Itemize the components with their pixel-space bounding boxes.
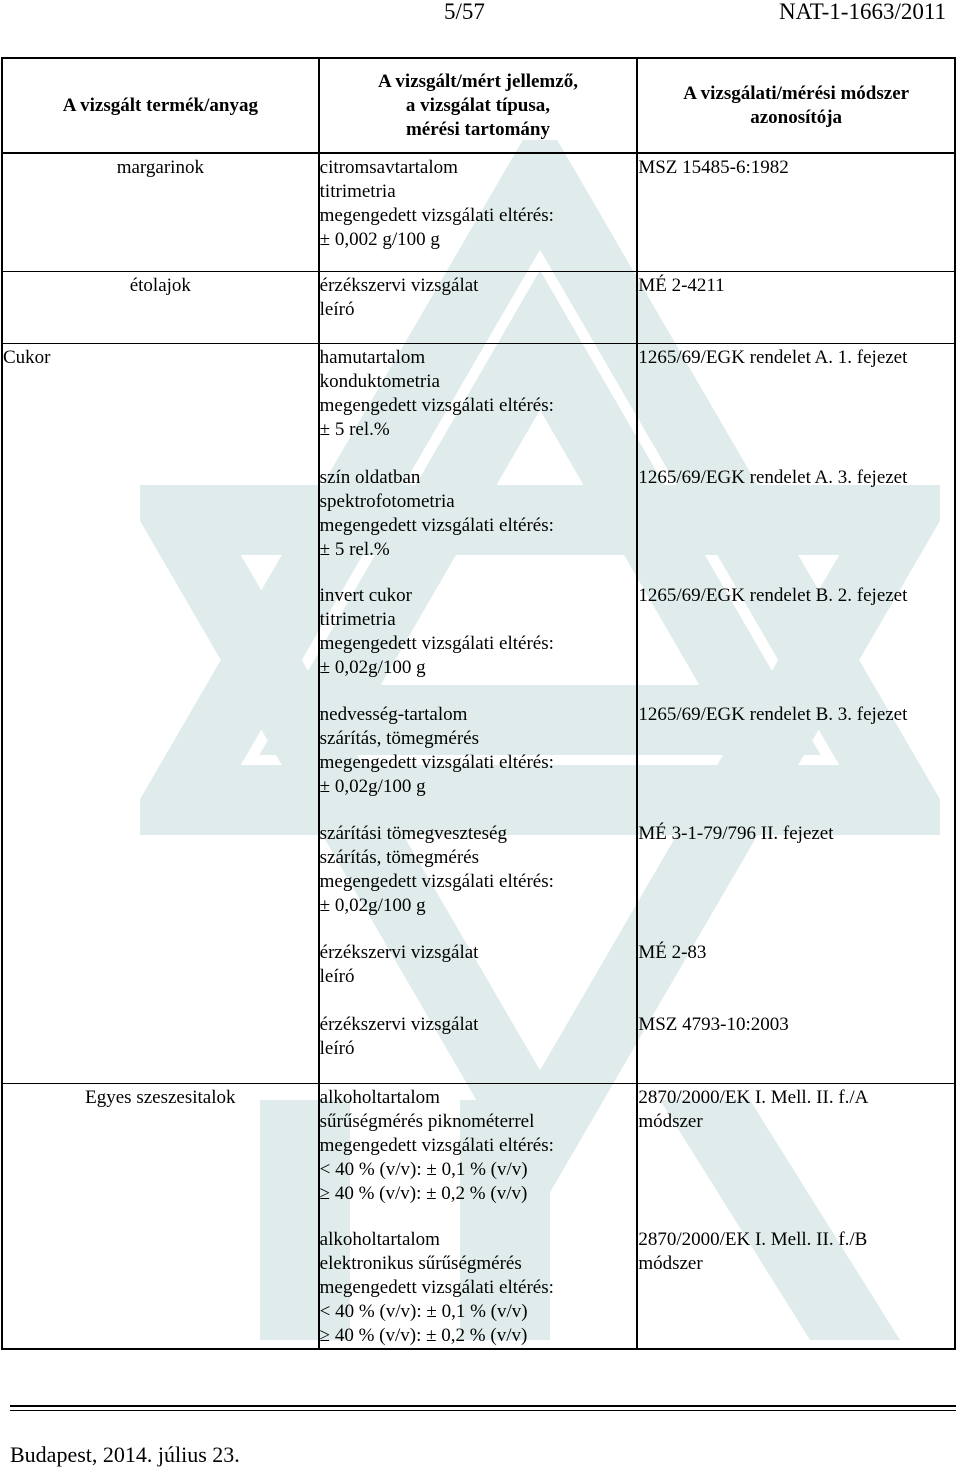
document-id: NAT-1-1663/2011 (779, 0, 946, 24)
method-cell: MÉ 2-83 (637, 939, 955, 1011)
product-cell (2, 464, 319, 582)
product-cell: Cukor (2, 343, 319, 464)
product-cell (2, 1011, 319, 1083)
header-product: A vizsgált termék/anyag (2, 58, 319, 153)
method-cell: MSZ 15485-6:1982 (637, 153, 955, 271)
characteristic-cell: alkoholtartalom elektronikus sűrűségmérés megengedett vizsgálati eltérés: < 40 % (v/v): ± 0,1 % (v/v) ≥ 40 % (v/v): ± 0,2 % (v/v) (319, 1226, 638, 1349)
table-row (2, 582, 955, 701)
table-row (2, 820, 955, 939)
characteristic-cell: hamutartalom konduktometria megengedett vizsgálati eltérés: ± 5 rel.% (319, 343, 638, 464)
characteristic-cell: invert cukor titrimetria megengedett vizsgálati eltérés: ± 0,02g/100 g (319, 582, 638, 701)
method-cell: 1265/69/EGK rendelet A. 1. fejezet (637, 343, 955, 464)
characteristic-cell: érzékszervi vizsgálat leíró (319, 939, 638, 1011)
table-row (2, 1226, 955, 1349)
header-characteristic: A vizsgált/mért jellemző, a vizsgálat típusa, mérési tartomány (319, 58, 638, 153)
table-row (2, 271, 955, 343)
method-cell: MÉ 2-4211 (637, 271, 955, 343)
product-cell (2, 1226, 319, 1349)
accreditation-table (1, 57, 956, 1350)
footer-rule-thin (10, 1410, 956, 1411)
product-cell (2, 582, 319, 701)
method-cell: MSZ 4793-10:2003 (637, 1011, 955, 1083)
method-cell: 2870/2000/EK I. Mell. II. f./A módszer (637, 1083, 955, 1226)
table-row (2, 701, 955, 820)
table-row (2, 464, 955, 582)
page-header (0, 0, 960, 26)
product-cell (2, 820, 319, 939)
table-row (2, 1083, 955, 1226)
table-row (2, 939, 955, 1011)
footer-rule (10, 1405, 956, 1407)
characteristic-cell: érzékszervi vizsgálat leíró (319, 271, 638, 343)
method-cell: 1265/69/EGK rendelet B. 3. fejezet (637, 701, 955, 820)
method-cell: 1265/69/EGK rendelet B. 2. fejezet (637, 582, 955, 701)
page-number: 5/57 (444, 0, 485, 24)
characteristic-cell: szín oldatban spektrofotometria megengedett vizsgálati eltérés: ± 5 rel.% (319, 464, 638, 582)
characteristic-cell: nedvesség-tartalom szárítás, tömegmérés megengedett vizsgálati eltérés: ± 0,02g/100 g (319, 701, 638, 820)
characteristic-cell: citromsavtartalom titrimetria megengedett vizsgálati eltérés: ± 0,002 g/100 g (319, 153, 638, 271)
product-cell (2, 701, 319, 820)
table-row (2, 153, 955, 271)
table-row (2, 1011, 955, 1083)
footer-place-date: Budapest, 2014. július 23. (10, 1442, 240, 1467)
table-row (2, 343, 955, 464)
characteristic-cell: szárítási tömegveszteség szárítás, tömegmérés megengedett vizsgálati eltérés: ± 0,02g/100 g (319, 820, 638, 939)
product-cell: margarinok (2, 153, 319, 271)
product-cell: étolajok (2, 271, 319, 343)
table-header-row (2, 58, 955, 153)
method-cell: 2870/2000/EK I. Mell. II. f./B módszer (637, 1226, 955, 1349)
method-cell: 1265/69/EGK rendelet A. 3. fejezet (637, 464, 955, 582)
header-method: A vizsgálati/mérési módszer azonosítója (637, 58, 955, 153)
characteristic-cell: érzékszervi vizsgálat leíró (319, 1011, 638, 1083)
product-cell: Egyes szeszesitalok (2, 1083, 319, 1226)
method-cell: MÉ 3-1-79/796 II. fejezet (637, 820, 955, 939)
product-cell (2, 939, 319, 1011)
characteristic-cell: alkoholtartalom sűrűségmérés piknométerrel megengedett vizsgálati eltérés: < 40 % (v/v): ± 0,1 % (v/v) ≥ 40 % (v/v): ± 0,2 % (v/v) (319, 1083, 638, 1226)
